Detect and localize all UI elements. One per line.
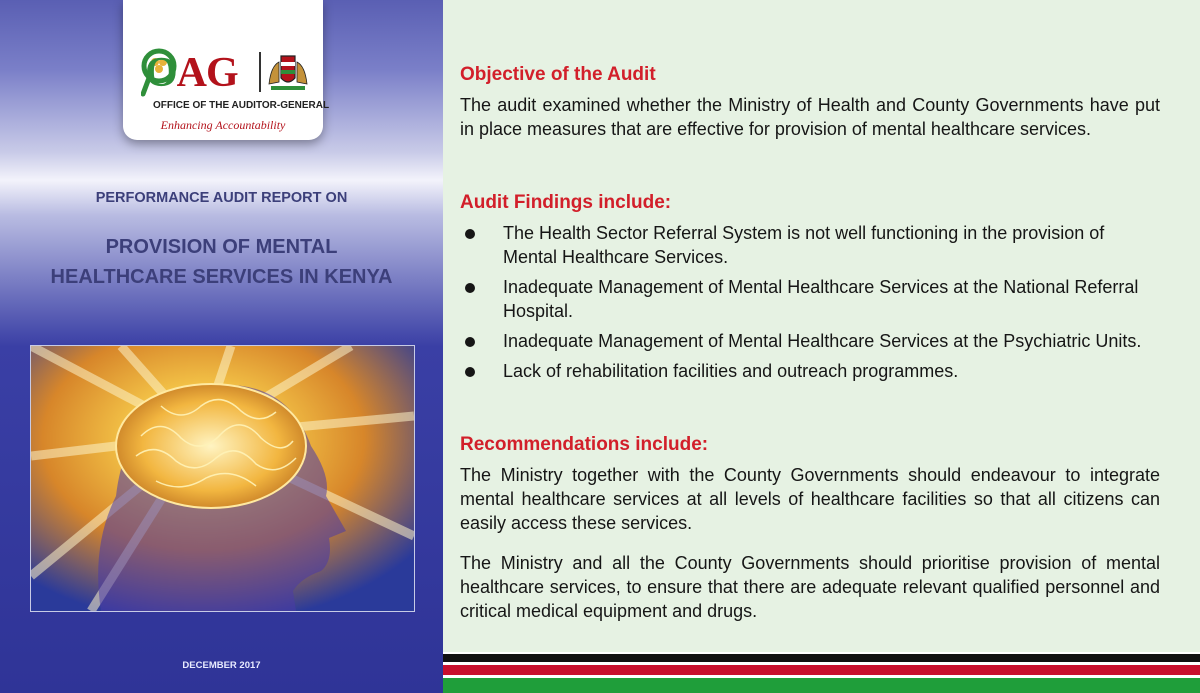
oag-letters-rest: AG [176,50,238,96]
kenya-flag-stripes [443,652,1200,693]
finding-text: The Health Sector Referral System is not well functioning in the provision of Mental Healthcare Services. [503,223,1105,267]
finding-text: Inadequate Management of Mental Healthcare Services at the Psychiatric Units. [503,331,1142,351]
flag-stripe-red [443,665,1200,675]
objective-text: The audit examined whether the Ministry of Health and County Governments have put in place measures that are effective for provision of mental healthcare services. [460,95,1160,139]
recommendations-heading: Recommendations include: [460,434,709,455]
cover-title-band [0,160,443,315]
oag-name: OFFICE OF THE AUDITOR-GENERAL [153,100,330,111]
logo-divider [259,52,261,92]
findings-heading: Audit Findings include: [460,192,672,213]
finding-text: Inadequate Management of Mental Healthcare Services at the National Referral Hospital. [503,277,1139,321]
flag-stripe-black [443,654,1200,662]
cover-date: DECEMBER 2017 [182,660,261,671]
recommendation-paragraph-1: The Ministry together with the County Governments should endeavour to integrate mental healthcare services at all levels of healthcare facilities so that all citizens can easily access these services. [460,465,1160,533]
bullet-icon [465,337,475,347]
cover-image [30,345,415,612]
bullet-icon [465,367,475,377]
summary-panel [443,0,1200,652]
objective-heading: Objective of the Audit [460,64,656,85]
list-item [460,329,1160,353]
findings-list [460,221,1160,389]
bullet-icon [465,229,475,239]
oag-letter-o: O [145,50,177,96]
list-item [460,359,1160,383]
glowing-brain-head-icon [31,346,414,611]
bullet-icon [465,283,475,293]
report-cover [0,0,443,693]
oag-logo-letters [145,52,238,94]
list-item [460,221,1160,269]
cover-title: PROVISION OF MENTAL HEALTHCARE SERVICES IN KENYA [50,236,393,288]
oag-tagline: Enhancing Accountability [160,118,286,132]
list-item [460,275,1160,323]
finding-text: Lack of rehabilitation facilities and outreach programmes. [503,361,959,381]
cover-supertitle: PERFORMANCE AUDIT REPORT ON [95,190,348,206]
coat-of-arms-icon [265,48,311,94]
oag-logo-card [123,0,330,140]
flag-stripe-green [443,678,1200,693]
recommendation-paragraph-2: The Ministry and all the County Governments should prioritise provision of mental healthcare services, to ensure that there are adequate relevant qualified personnel and critical medical equipment and drugs. [460,553,1160,621]
